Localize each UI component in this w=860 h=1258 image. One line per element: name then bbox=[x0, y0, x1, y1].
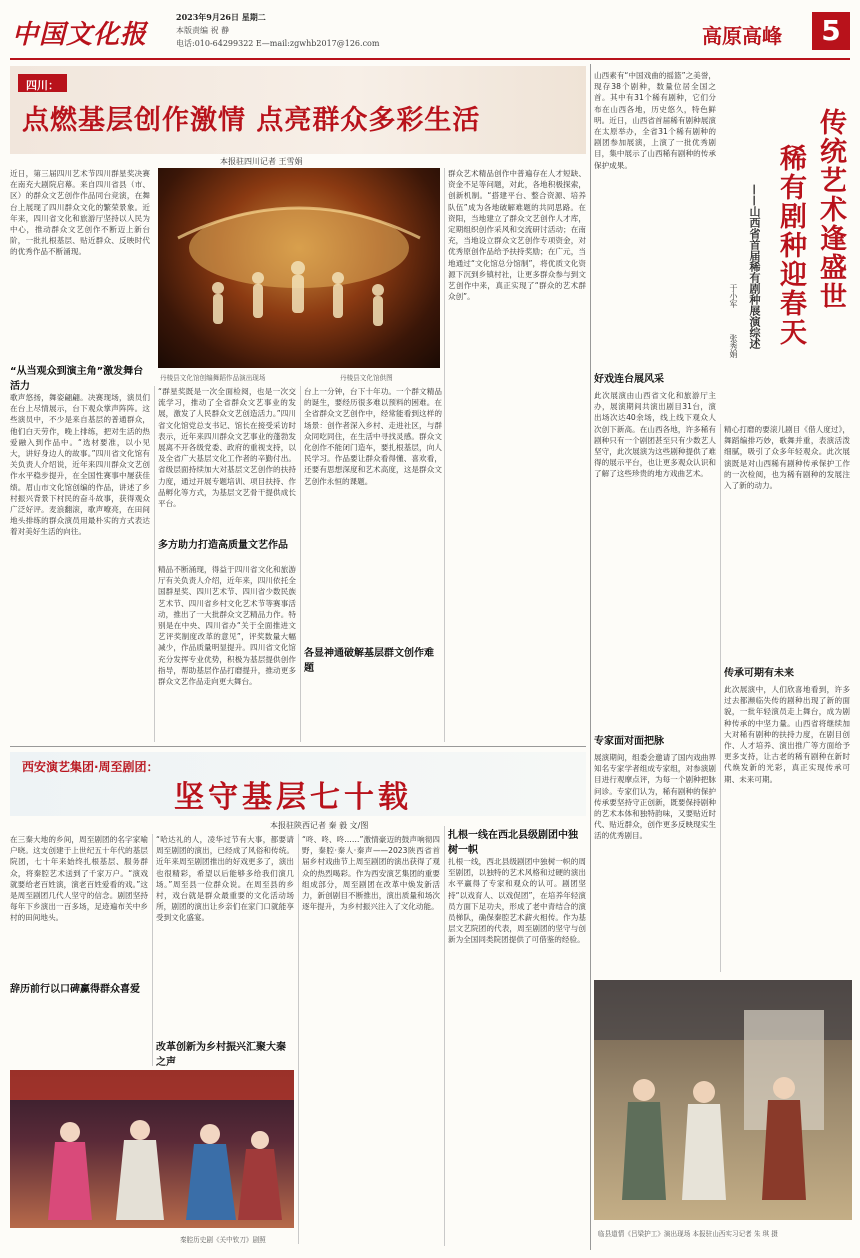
subheading-2: 多方助力打造高质量文艺作品 bbox=[158, 540, 288, 551]
column-divider bbox=[298, 834, 299, 1244]
column-divider bbox=[720, 424, 721, 972]
article3-column-c: 展演期间，组委会邀请了国内戏曲界知名专家学者组成专家组，对参演剧目进行观摩点评，为每一个剧种把脉问诊。专家们认为，稀有剧种的保护传承要坚持守正创新，既要保持剧种的艺术本体和独特韵味，又要贴近时代、贴近群众，创作更多反映现实生活的优秀剧目。 bbox=[594, 753, 716, 841]
lead-paragraph: 近日，第三届四川艺术节四川群星奖决赛在南充大剧院启幕。来自四川省县（市、区）的群众文艺创作作品同台竞演，在舞台上展现了四川群众文化的繁荣景象。近年来，四川省文化和旅游厅坚持以人民为中心，推动群众文艺创作不断迈上新台阶，一批扎根基层、贴近群众、反映时代的优秀作品不断涌现。 bbox=[10, 169, 150, 257]
article1-column-d: 台上一分钟，台下十年功。一个群文精品的诞生，要经历很多难以预料的困难。在全省群众文艺创作中，经常能看到这样的场景：创作者深入乡村、走进社区，与群众同吃同住，在生活中寻找灵感。群众文化创作不能闭门造车，要扎根基层，向人民学习。作品要让群众看得懂、喜欢看，还要有思想深度和艺术高度，这是群众文艺创作永恒的课题。 bbox=[304, 387, 442, 486]
headline-banner bbox=[10, 752, 586, 816]
article1-column-a: 歌声悠扬，舞姿翩翩。决赛现场，演员们在台上尽情展示，台下观众掌声阵阵。这些演员中，不少是来自基层的普通群众，他们白天劳作，晚上排练，把对生活的热爱融入到作品中。“选材要准，以小见大，讲好身边人的故事。”四川省文化馆有关负责人介绍说，近年来四川群众文艺创作水平稳步提升，在全国性赛事中屡获佳绩。眉山市文化馆创编的作品，讲述了乡村振兴背景下村民的奋斗故事，获得观众广泛好评。麦浪翻滚，歌声嘹亮，在田间地头排练的群众演员用最朴实的方式表达着对美好生活的向往。 bbox=[10, 393, 150, 537]
vertical-subtitle: ——山西省首届稀有剧种展演综述 bbox=[748, 184, 761, 349]
masthead-rule bbox=[10, 58, 850, 60]
page-divider bbox=[590, 64, 591, 1250]
article3-column-b: 此次展演由山西省文化和旅游厅主办，展演期间共演出剧目31台，演出场次达40余场，线上线下观众人次创下新高。在山西各地，许多稀有剧种只有一个剧团甚至只有少数艺人坚守，此次展演为这些剧种提供了难得的展示平台，也让更多观众认识和了解了这些珍贵的地方戏曲艺术。 bbox=[594, 391, 716, 479]
kicker: 西安演艺集团·周至剧团： bbox=[22, 760, 159, 774]
column-divider bbox=[444, 168, 445, 742]
section-title: 高原高峰 bbox=[702, 24, 782, 48]
subheading-1: 好戏连台展风采 bbox=[594, 374, 664, 385]
byline: 本报驻陕西记者 秦 毅 文/图 bbox=[270, 821, 369, 830]
byline: 本报驻四川记者 王雪娟 bbox=[220, 157, 303, 166]
article1-column-c: 精品不断涌现，得益于四川省文化和旅游厅有关负责人介绍，近年来，四川依托全国群星奖、四川艺术节、四川省少数民族艺术节、四川省乡村文化艺术节等赛事活动，推出了一大批群众文艺精品力作。特别是在中央、四川省办“关于全面推进文艺评奖制度改革的意见”，评奖数量大幅减少，作品质量明显提升。四川省文化馆充分发挥专业优势，积极为基层提供创作指导，帮助基层作品打磨提升，推动更多群众文艺作品走向更大舞台。 bbox=[158, 565, 296, 687]
contact-info: 电话:010-64299322 E—mail:zgwhb2017@126.com bbox=[176, 39, 380, 48]
photo-caption: 秦腔历史剧《关中钦刀》剧照 bbox=[180, 1236, 266, 1244]
author-1: 于小军 bbox=[729, 284, 738, 308]
opera-photo bbox=[10, 1070, 294, 1228]
newspaper-logo: 中国文化报 bbox=[12, 20, 148, 50]
column-divider bbox=[444, 826, 445, 1246]
article3-column-d: 精心打磨的要滚儿剧目《借人度过》，舞蹈编排巧妙，歌舞并重，表演活泼细腻，吸引了众多年轻观众。此次展演既是对山西稀有剧种传承保护工作的一次检阅，也为稀有剧种的发展注入了新的动力。 bbox=[724, 425, 850, 491]
headline: 坚守基层七十载 bbox=[174, 780, 412, 815]
article-sichuan bbox=[10, 64, 586, 744]
dance-photo bbox=[158, 168, 440, 368]
vertical-headline-1: 传统艺术逢盛世 bbox=[815, 108, 846, 311]
photo-caption-left: 丹棱县文化馆创编舞蹈作品演出现场 bbox=[160, 374, 266, 382]
photo-caption: 临县道情《吕梁护工》演出现场 本报驻山西实习记者 朱 琪 摄 bbox=[598, 1230, 778, 1238]
article1-column-e: 群众艺术精品创作中普遍存在人才短缺、资金不足等问题，对此，各地积极探索，创新机制。“搭建平台、整合资源、培养队伍”成为各地破解难题的共同思路。在资阳，当地建立了群众文艺创作人才库，定期组织创作采风和交流研讨活动；在南充，当地设立群众文艺创作专项资金，对优秀原创作品给予扶持奖励；在广元，当地通过“文化馆总分馆制”，将优质文化资源下沉到乡镇村社，让更多群众参与到文艺创作中来，真正实现了“群众的艺术群众创”。 bbox=[448, 169, 586, 302]
article-shanxi bbox=[594, 64, 852, 1250]
stage-scene-illustration bbox=[594, 980, 852, 1220]
article-xian bbox=[10, 750, 586, 1250]
page-number: 5 bbox=[821, 14, 841, 47]
column-divider bbox=[300, 386, 301, 742]
article2-column-a: 在三秦大地的乡间，周至剧团的名字家喻户晓。这支创建于上世纪五十年代的基层院团，七十年来始终扎根基层、服务群众，将秦腔艺术送到了千家万户。“演戏就要给老百姓演，演老百姓爱看的戏。”这是周至剧团几代人坚守的信念。剧团坚持每年下乡演出一百多场，足迹遍布关中乡村的田间地头。 bbox=[10, 835, 148, 923]
subheading-1: “从当观众到演主角”激发舞台活力 bbox=[10, 366, 144, 392]
article2-column-b: “哈达礼的人，凌华过节有大事，都要请周至剧团的演出，已经成了风俗和传统。近年来周至剧团推出的好戏更多了，演出也很精彩，希望以后能够多给我们演几场。”周至县一位群众说。在周至县的乡村，戏台就是群众最重要的文化活动场所，剧团的演出让乡亲们在家门口就能享受到文化盛宴。 bbox=[156, 835, 294, 923]
vertical-headline-2: 稀有剧种迎春天 bbox=[775, 144, 806, 347]
subheading-3: 各显神通破解基层群文创作难题 bbox=[304, 648, 434, 674]
subheading-3: 传承可期有未来 bbox=[724, 668, 794, 679]
photo-caption: 丹棱县文化馆供图 bbox=[340, 374, 393, 382]
subheading-2: 改革创新为乡村振兴汇聚大秦之声 bbox=[156, 1042, 286, 1068]
author-2: 张秀娟 bbox=[729, 334, 738, 358]
page-editor: 本版责编 祝 静 bbox=[176, 26, 230, 35]
article1-column-b: “群星奖既是一次全面检阅，也是一次交流学习，推动了全省群众文艺事业的发展，激发了人民群众文艺创造活力。”四川省文化馆党总支书记、馆长在接受采访时表示，近年来四川群众文艺事业的蓬勃发展离不开各级党委、政府的重视支持，以及全省广大基层文化工作者的辛勤付出。省级层面持续加大对基层文艺创作的扶持力度，通过开展专题培训、项目扶持、作品孵化等方式，为基层文艺骨干提供成长平台。 bbox=[158, 387, 296, 509]
headline: 点燃基层创作激情 点亮群众多彩生活 bbox=[22, 105, 481, 136]
masthead bbox=[0, 0, 860, 62]
issue-date: 2023年9月26日 星期二 bbox=[176, 12, 266, 22]
article3-column-a: 山西素有“中国戏曲的摇篮”之美誉，现存38个剧种，数量位居全国之首。其中有31个稀有剧种，它们分布在山西各地，历史悠久，特色鲜明。近日，山西省首届稀有剧种展演在太原举办，全省31个稀有剧种的剧团参加展演，上演了一批优秀剧目，集中展示了山西稀有剧种的传承保护成果。 bbox=[594, 71, 716, 170]
subheading-1: 辞历前行以口碑赢得群众喜爱 bbox=[10, 984, 140, 995]
subheading-2: 专家面对面把脉 bbox=[594, 736, 664, 747]
daoqing-photo bbox=[594, 980, 852, 1220]
section-divider bbox=[10, 746, 586, 747]
headline-banner bbox=[10, 66, 586, 154]
opera-performers-illustration bbox=[10, 1070, 294, 1228]
subheading-3: 扎根一线在西北县级剧团中独树一帜 bbox=[448, 830, 578, 856]
column-divider bbox=[154, 386, 155, 742]
column-divider bbox=[152, 834, 153, 1066]
article2-column-c: “咚、咚、咚……”激情豪迈的鼓声响彻四野，秦腔·秦人·秦声——2023陕西省首届乡村戏曲节上周至剧团的演出获得了观众的热烈喝彩。作为西安演艺集团的重要组成部分，周至剧团在改革中焕发新活力，新创剧目不断推出，演出质量和场次逐年提升，为乡村振兴注入了文化动能。 bbox=[302, 835, 440, 912]
page-number-box bbox=[812, 12, 850, 50]
kicker-tag bbox=[18, 74, 67, 92]
article2-column-d: 扎根一线，西北县级剧团中独树一帜的周至剧团，以独特的艺术风格和过硬的演出水平赢得了专家和观众的认可。剧团坚持“以戏育人、以戏促团”，在培养年轻演员方面下足功夫，形成了老中青结合的演员梯队，确保秦腔艺术薪火相传。作为基层文艺院团的代表，周至剧团的坚守与创新为全国同类院团提供了可借鉴的经验。 bbox=[448, 857, 586, 945]
article3-column-e: 此次展演中，人们欣喜地看到，许多过去都濒临失传的剧种出现了新的面貌，一批年轻演员走上舞台，成为剧种传承的中坚力量。山西省将继续加大对稀有剧种的扶持力度，在剧目创作、人才培养、演出推广等方面给予更多支持，让古老的稀有剧种在新时代焕发新的光彩，真正实现传承可期、未来可期。 bbox=[724, 685, 850, 784]
kicker: 四川： bbox=[26, 79, 59, 92]
dancers-illustration bbox=[158, 168, 440, 368]
